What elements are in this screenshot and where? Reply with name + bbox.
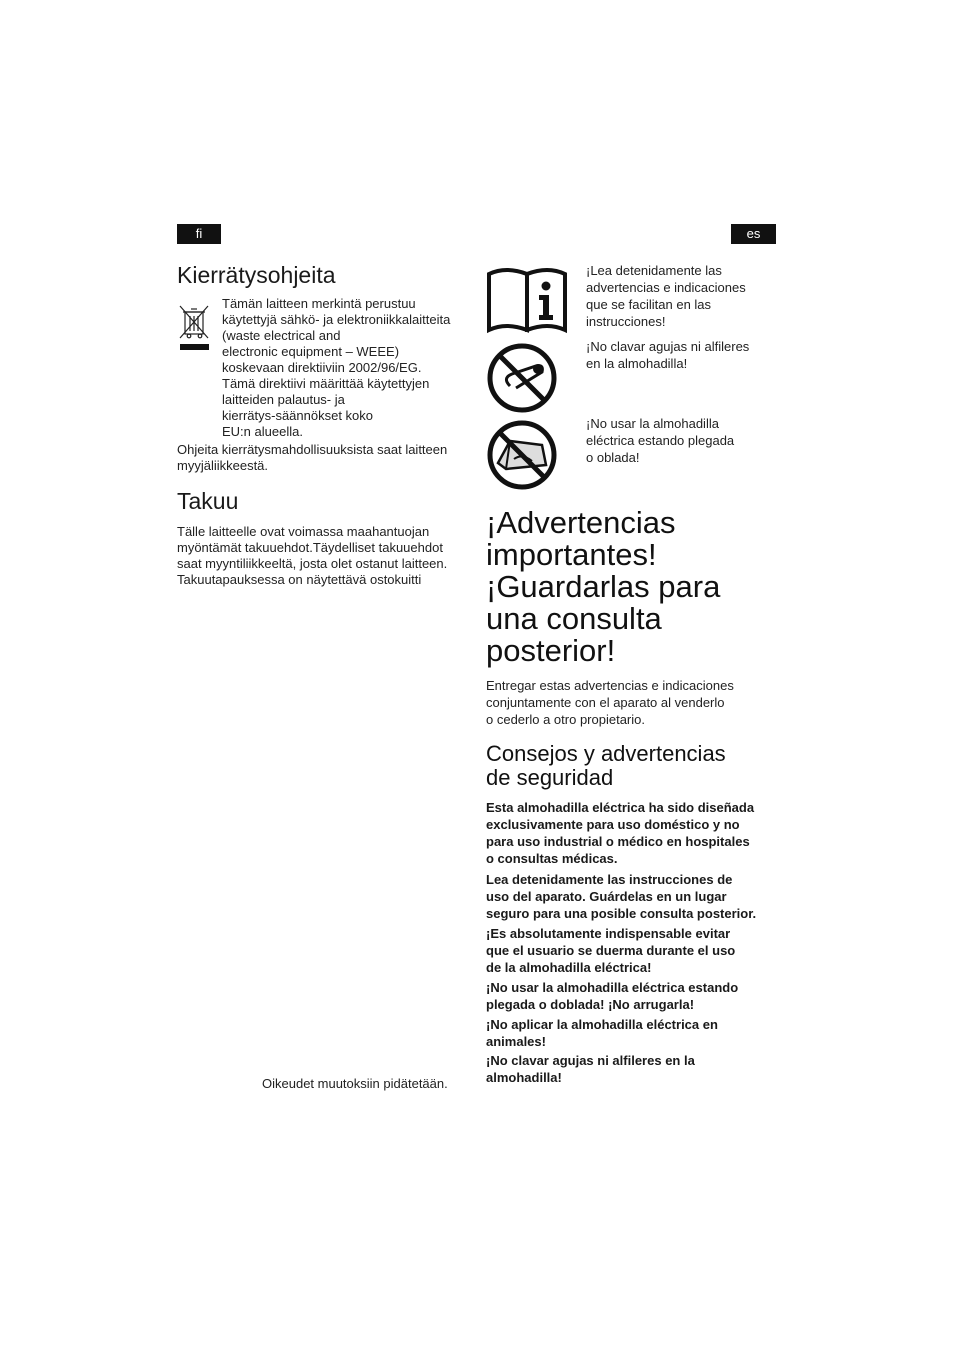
weee-directive-text: Tämän laitteen merkintä perustuu käytettyjä sähkö- ja elektroniikkalaitteita (waste electrical and electronic equipment – WEEE) koskevaan direktiiviin 2002/96/EG. Tämä direktiivi määrittää käytettyjen laitteiden palautus- ja kierrätys-säännökset koko EU:n alueella. bbox=[222, 296, 451, 439]
info-caption: ¡Lea detenidamente las advertencias e indicaciones que se facilitan en las instrucciones! bbox=[586, 263, 746, 329]
language-tag-es: es bbox=[731, 224, 776, 244]
recycling-title: Kierrätysohjeita bbox=[177, 262, 336, 288]
safety-paragraph: ¡No usar la almohadilla eléctrica estando plegada o doblada! ¡No arrugarla! bbox=[486, 980, 739, 1012]
no-fold-icon bbox=[486, 419, 558, 491]
no-pins-icon bbox=[486, 342, 558, 414]
info-book-icon bbox=[486, 264, 568, 334]
safety-paragraph: ¡No clavar agujas ni alfileres en la almohadilla! bbox=[486, 1053, 695, 1085]
weee-bin-icon bbox=[177, 303, 211, 353]
safety-paragraph: Lea detenidamente las instrucciones de uso del aparato. Guárdelas en un lugar seguro para una posible consulta posterior. bbox=[486, 872, 757, 921]
safety-title: Consejos y advertencias de seguridad bbox=[486, 741, 726, 790]
warranty-title: Takuu bbox=[177, 488, 239, 514]
no-pins-caption: ¡No clavar agujas ni alfileres en la almohadilla! bbox=[586, 339, 750, 371]
important-warnings-title: ¡Advertencias importantes! ¡Guardarlas para una consulta posterior! bbox=[486, 505, 721, 668]
no-fold-caption: ¡No usar la almohadilla eléctrica estando plegada o oblada! bbox=[586, 416, 735, 465]
rights-reserved-note: Oikeudet muutoksiin pidätetään. bbox=[262, 1076, 448, 1091]
safety-paragraph: ¡No aplicar la almohadilla eléctrica en animales! bbox=[486, 1017, 718, 1049]
language-tag-fi: fi bbox=[177, 224, 221, 244]
intro-text: Entregar estas advertencias e indicaciones conjuntamente con el aparato al venderlo o cederlo a otro propietario. bbox=[486, 678, 734, 727]
warranty-text: Tälle laitteelle ovat voimassa maahantuojan myöntämät takuuehdot.Täydelliset takuuehdot saat myyntiliikkeeltä, josta olet ostanut laitteen. Takuutapauksessa on näytettävä ostokuitti bbox=[177, 524, 448, 587]
safety-paragraph: ¡Es absolutamente indispensable evitar que el usuario se duerma durante el uso de la almohadilla eléctrica! bbox=[486, 926, 736, 975]
safety-paragraph: Esta almohadilla eléctrica ha sido diseñada exclusivamente para uso doméstico y no para uso industrial o médico en hospitales o consultas médicas. bbox=[486, 800, 755, 866]
recycling-note: Ohjeita kierrätysmahdollisuuksista saat laitteen myyjäliikkeestä. bbox=[177, 442, 448, 473]
